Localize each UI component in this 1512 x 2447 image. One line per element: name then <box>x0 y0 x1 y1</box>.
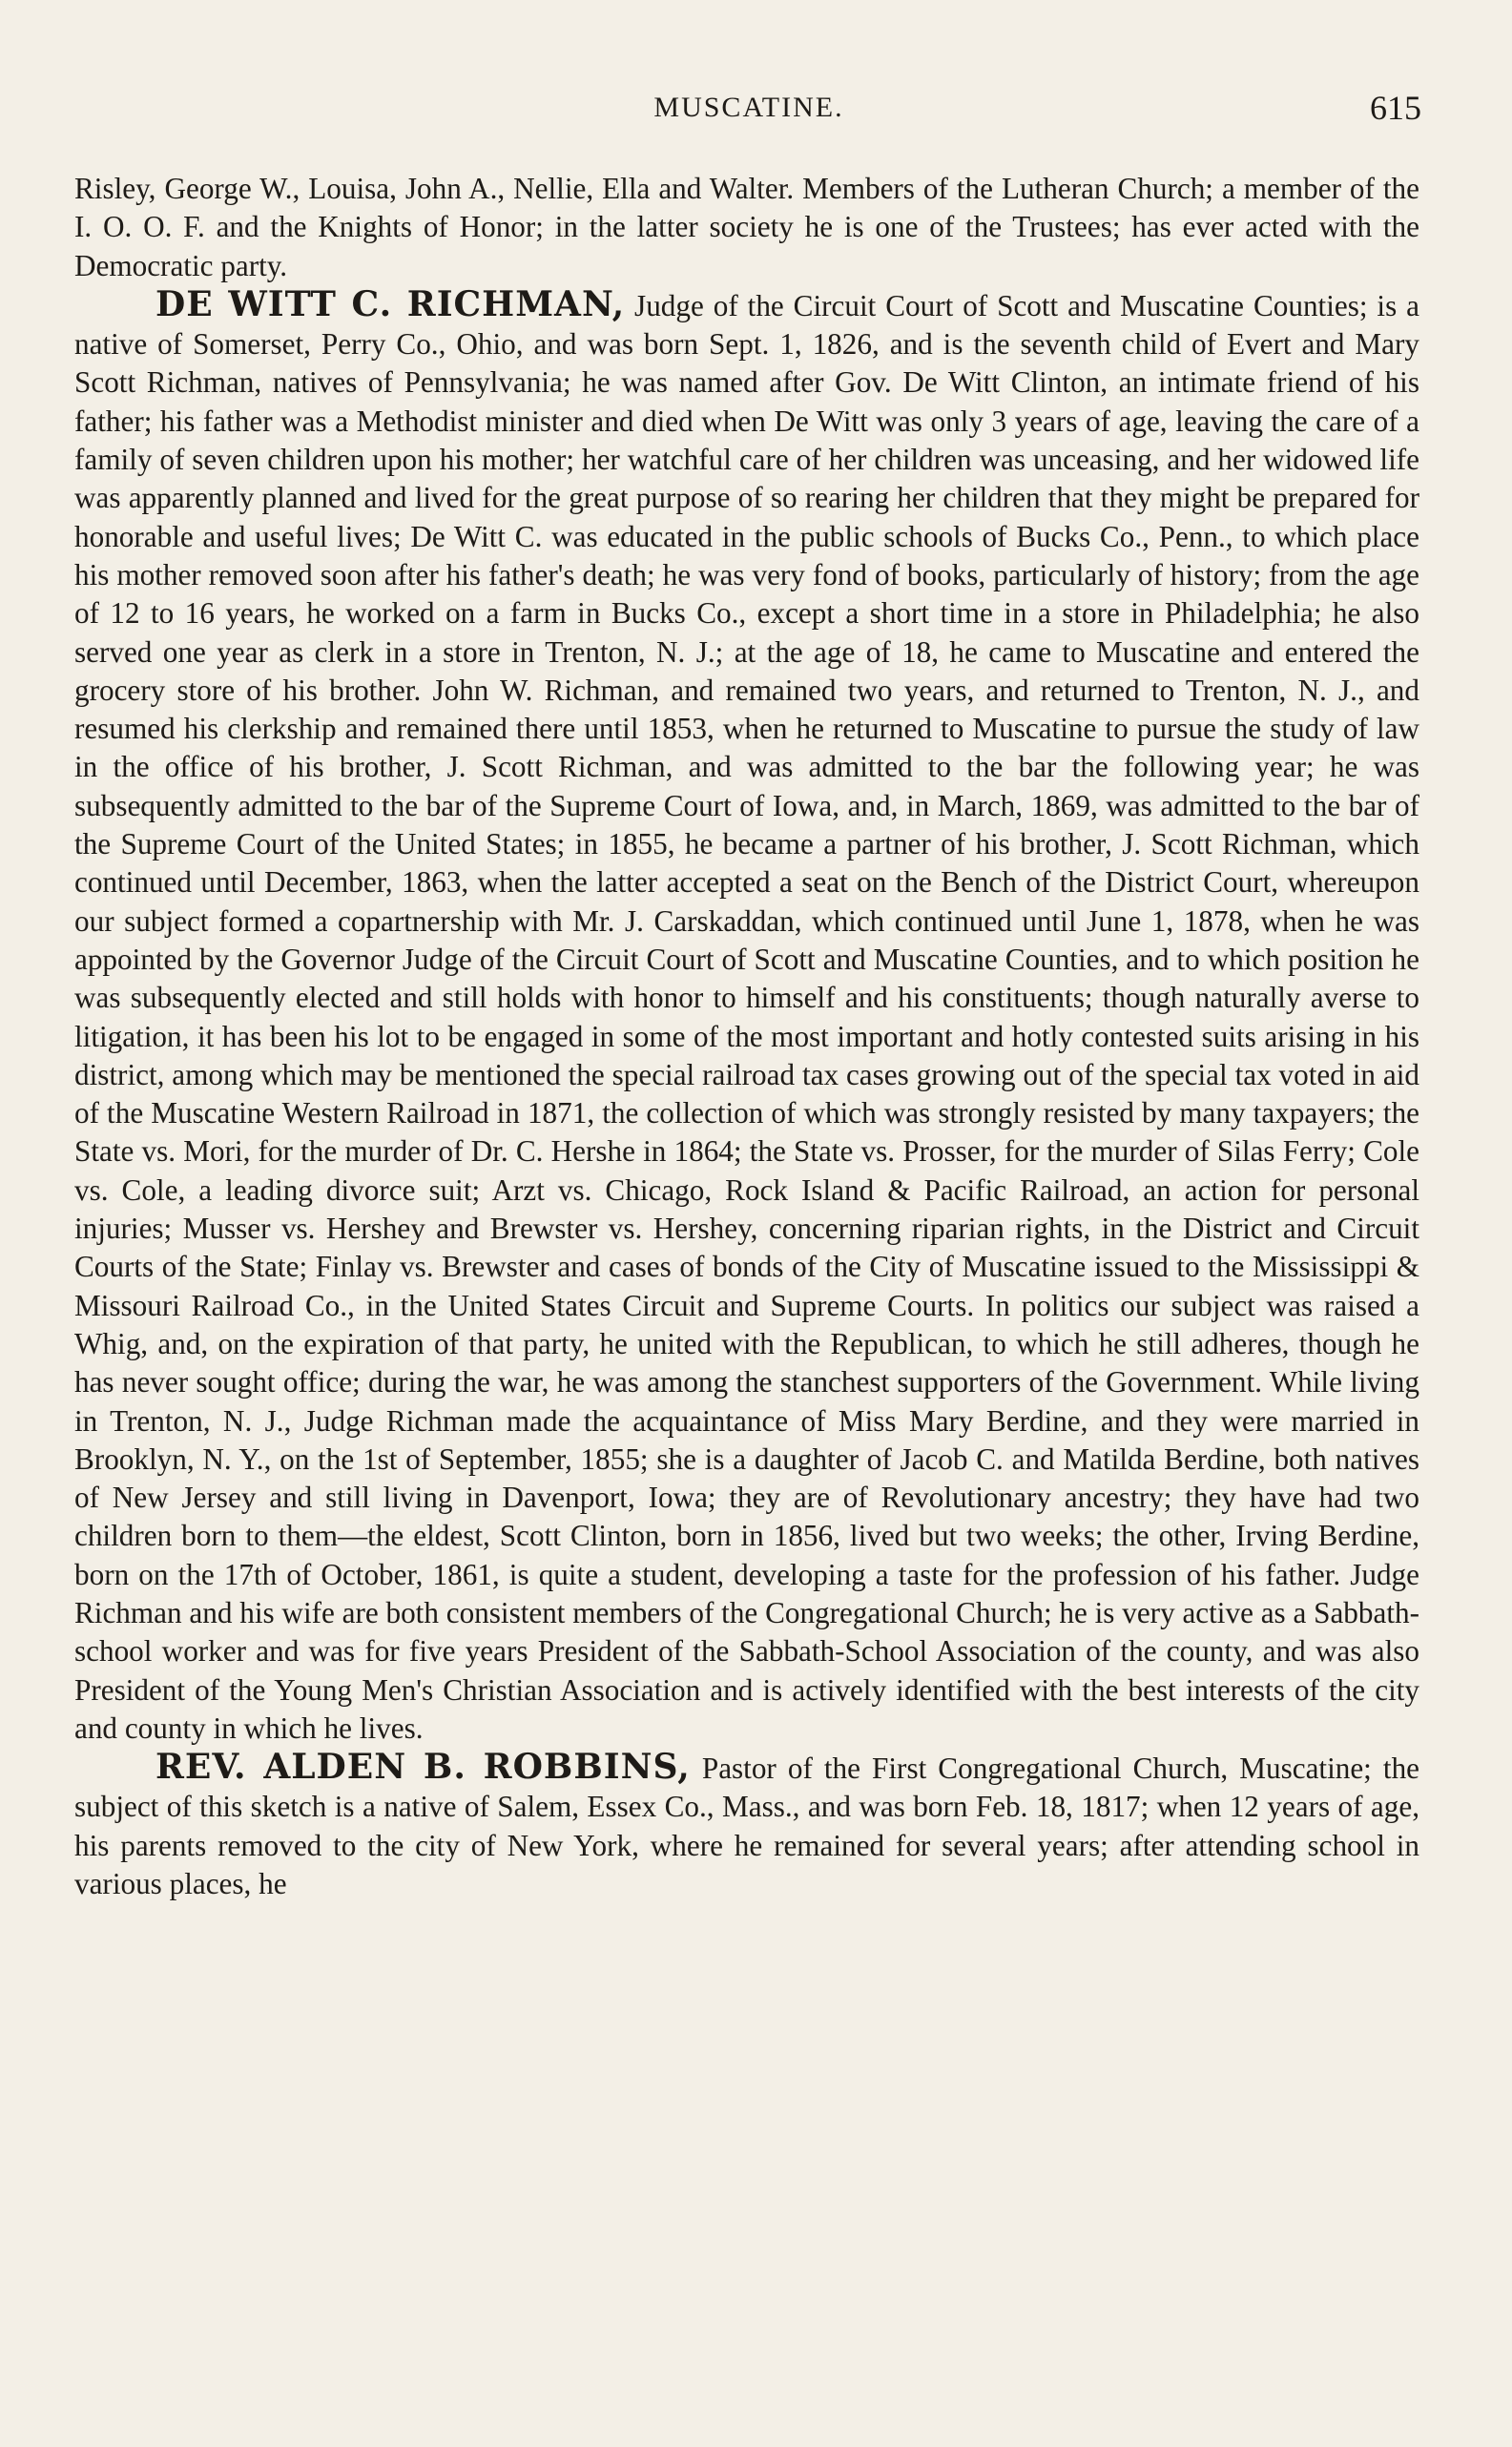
paragraph-text: Risley, George W., Louisa, John A., Nellie, Ella and Walter. Members of the Lutheran Church; a member of the I. O. O. F. and the Knights of Honor; in the latter society he is one of the Trustees; has ever acted with the Democratic party. <box>74 172 1419 282</box>
page-header <box>76 89 1421 135</box>
paragraph-risley-family <box>74 170 1419 285</box>
name-heading: DE WITT C. RICHMAN, <box>155 283 626 324</box>
page-number: 615 <box>1370 89 1421 127</box>
running-head: MUSCATINE. <box>653 92 844 123</box>
paragraph-robbins <box>74 1748 1419 1903</box>
paragraph-richman <box>74 285 1419 1748</box>
paragraph-text: Judge of the Circuit Court of Scott and Muscatine Counties; is a native of Somerset, Perry Co., Ohio, and was born Sept. 1, 1826, and is the seventh child of Evert and Mary Scott Richman, natives of Pennsylvania; he was named after Gov. De Witt Clinton, an intimate friend of his father; his father was a Methodist minister and died when De Witt was only 3 years of age, leaving the care of a family of seven children upon his mother; her watchful care of her children was unceasing, and her widowed life was apparently planned and lived for the great purpose of so rearing her children that they might be prepared for honorable and useful lives; De Witt C. was educated in the public schools of Bucks Co., Penn., to which place his mother removed soon after his father's death; he was very fond of books, particularly of history; from the age of 12 to 16 years, he worked on a farm in Bucks Co., except a short time in a store in Philadelphia; he also served one year as clerk in a store in Trenton, N. J.; at the age of 18, he came to Muscatine and entered the grocery store of his brother. John W. Richman, and remained two years, and returned to Trenton, N. J., and resumed his clerkship and remained there until 1853, when he returned to Muscatine to pursue the study of law in the office of his brother, J. Scott Richman, and was admitted to the bar the following year; he was subsequently admitted to the bar of the Supreme Court of Iowa, and, in March, 1869, was admitted to the bar of the Supreme Court of the United States; in 1855, he became a partner of his brother, J. Scott Richman, which continued until December, 1863, when the latter accepted a seat on the Bench of the District Court, whereupon our subject formed a copartnership with Mr. J. Carskaddan, which continued until June 1, 1878, when he was appointed by the Governor Judge of the Circuit Court of Scott and Muscatine Counties, and to which position he was subsequently elected and still holds with honor to himself and his constituents; though naturally averse to litigation, it has been his lot to be engaged in some of the most important and hotly contested suits arising in his district, among which may be mentioned the special railroad tax cases growing out of the special tax voted in aid of the Muscatine Western Railroad in 1871, the collection of which was strongly resisted by many taxpayers; the State vs. Mori, for the murder of Dr. C. Hershe in 1864; the State vs. Prosser, for the murder of Silas Ferry; Cole vs. Cole, a leading divorce suit; Arzt vs. Chicago, Rock Island & Pacific Railroad, an action for personal injuries; Musser vs. Hershey and Brewster vs. Hershey, concerning riparian rights, in the District and Circuit Courts of the State; Finlay vs. Brewster and cases of bonds of the City of Muscatine issued to the Mississippi & Missouri Railroad Co., in the United States Circuit and Supreme Courts. In politics our subject was raised a Whig, and, on the expiration of that party, he united with the Republican, to which he still adheres, though he has never sought office; during the war, he was among the stanchest supporters of the Government. While living in Trenton, N. J., Judge Richman made the acquaintance of Miss Mary Berdine, and they were married in Brooklyn, N. Y., on the 1st of September, 1855; she is a daughter of Jacob C. and Matilda Berdine, both natives of New Jersey and still living in Davenport, Iowa; they are of Revolutionary ancestry; they have had two children born to them—the eldest, Scott Clinton, born in 1856, lived but two weeks; the other, Irving Berdine, born on the 17th of October, 1861, is quite a student, developing a taste for the profession of his father. Judge Richman and his wife are both consistent members of the Congregational Church; he is very active as a Sabbath-school worker and was for five years President of the Sabbath-School Association of the county, and was also President of the Young Men's Christian Association and is actively identified with the best interests of the city and county in which he lives. <box>74 288 1420 1745</box>
body-text <box>74 170 1419 1903</box>
name-heading: REV. ALDEN B. ROBBINS, <box>155 1747 691 1788</box>
paragraph-text: Pastor of the First Congregational Church, Muscatine; the subject of this sketch is a native of Salem, Essex Co., Mass., and was born Feb. 18, 1817; when 12 years of age, his parents removed to the city of New York, where he remained for several years; after attending school in various places, he <box>74 1752 1419 1901</box>
